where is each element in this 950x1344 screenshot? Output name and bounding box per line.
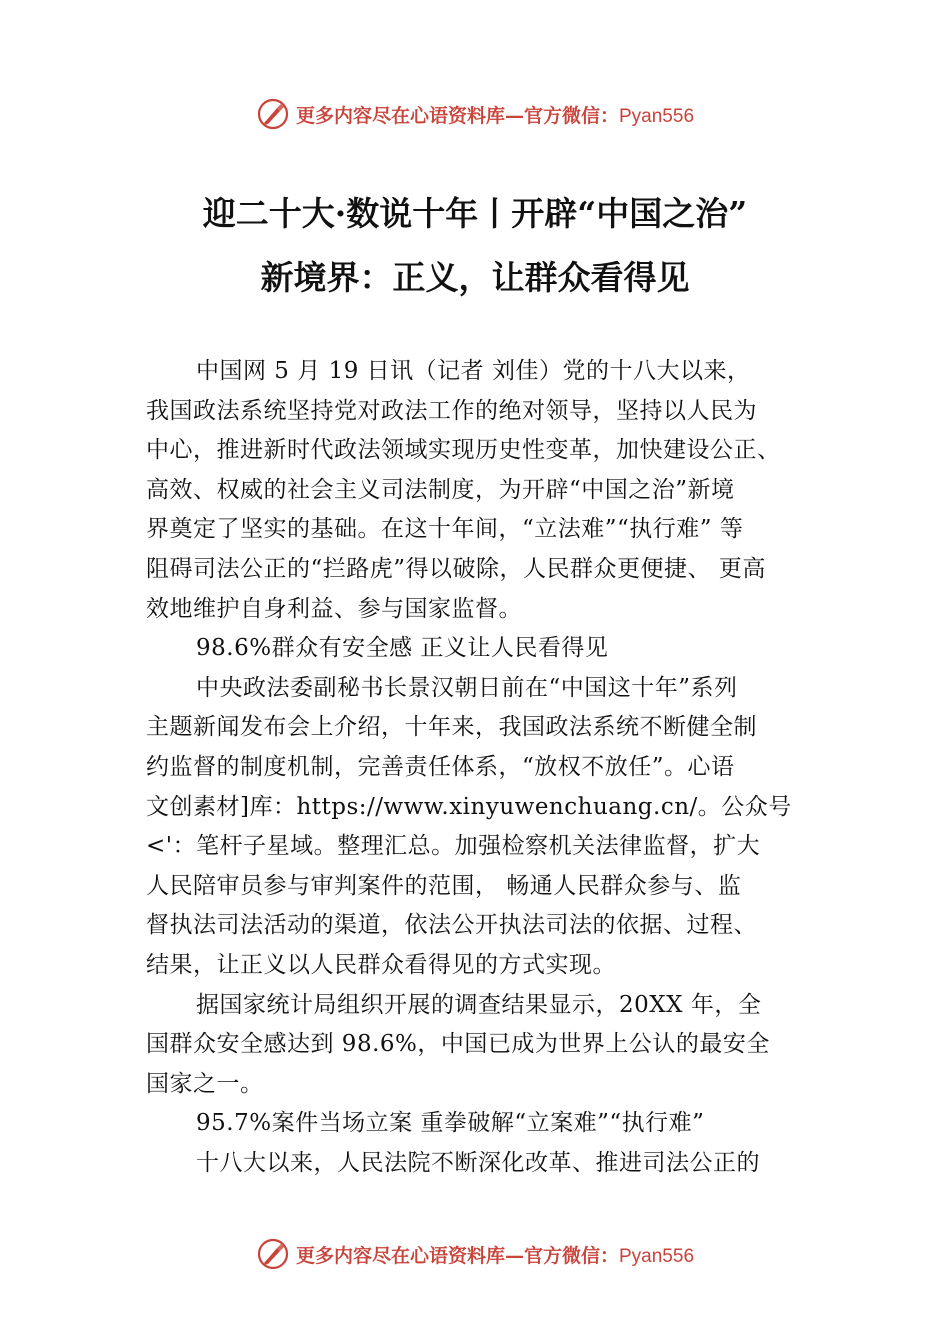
body-line: 据国家统计局组织开展的调查结果显示，20XX 年，全 [196,991,762,1018]
pen-circle-logo-icon [256,1237,290,1271]
body-line: 高效、权威的社会主义司法制度，为开辟“中国之治”新境 [146,476,735,503]
pen-circle-logo-icon [256,97,290,131]
body-line: 效地维护自身利益、参与国家监督。 [146,595,522,622]
article-title-line-1: 迎二十大·数说十年丨开辟“中国之治” [202,194,748,233]
body-line: 督执法司法活动的渠道，依法公开执法司法的依据、过程、 [146,912,757,939]
body-line: 我国政法系统坚持党对政法工作的绝对领导，坚持以人民为 [146,397,757,424]
body-line: 95.7%案件当场立案 重拳破解“立案难”“执行难” [196,1110,705,1137]
body-line: 十八大以来，人民法院不断深化改革、推进司法公正的 [196,1149,760,1176]
body-line: 主题新闻发布会上介绍，十年来，我国政法系统不断健全制 [146,714,757,741]
body-line: 结果，让正义以人民群众看得见的方式实现。 [146,951,616,978]
wechat-id: Pyan556 [619,105,695,127]
body-line: 国家之一。 [146,1070,264,1097]
body-line: <'：笔杆子星域。整理汇总。加强检察机关法律监督，扩大 [146,833,761,860]
article-title-line-2: 新境界：正义，让群众看得见 [260,258,690,297]
watermark-banner-bottom [0,1232,950,1276]
body-line: 中心，推进新时代政法领域实现历史性变革，加快建设公正、 [146,437,781,464]
body-line: 人民陪审员参与审判案件的范围， 畅通人民群众参与、监 [146,872,742,899]
body-line: 98.6%群众有安全感 正义让人民看得见 [196,635,609,662]
body-line: 国群众安全感达到 98.6%，中国已成为世界上公认的最安全 [146,1031,770,1058]
body-line: 约监督的制度机制，完善责任体系，“放权不放任”。心语 [146,753,735,780]
article-body [146,352,814,1183]
watermark-banner-top [0,92,950,136]
body-line: 界奠定了坚实的基础。在这十年间，“立法难”“执行难” 等 [146,516,744,543]
body-line: 阻碍司法公正的“拦路虎”得以破除，人民群众更便捷、 更高 [146,555,766,582]
body-line: 中国网 5 月 19 日讯（记者 刘佳）党的十八大以来， [196,358,751,384]
body-line: 中央政法委副秘书长景汉朝日前在“中国这十年”系列 [196,674,738,701]
watermark-text: 更多内容尽在心语资料库—官方微信：Pyan556 [295,104,695,127]
watermark-text: 更多内容尽在心语资料库—官方微信：Pyan556 [295,1244,695,1267]
body-line: 文创素材]库：https://www.xinyuwenchuang.cn/。公众号 [146,793,792,820]
wechat-id: Pyan556 [619,1245,695,1267]
